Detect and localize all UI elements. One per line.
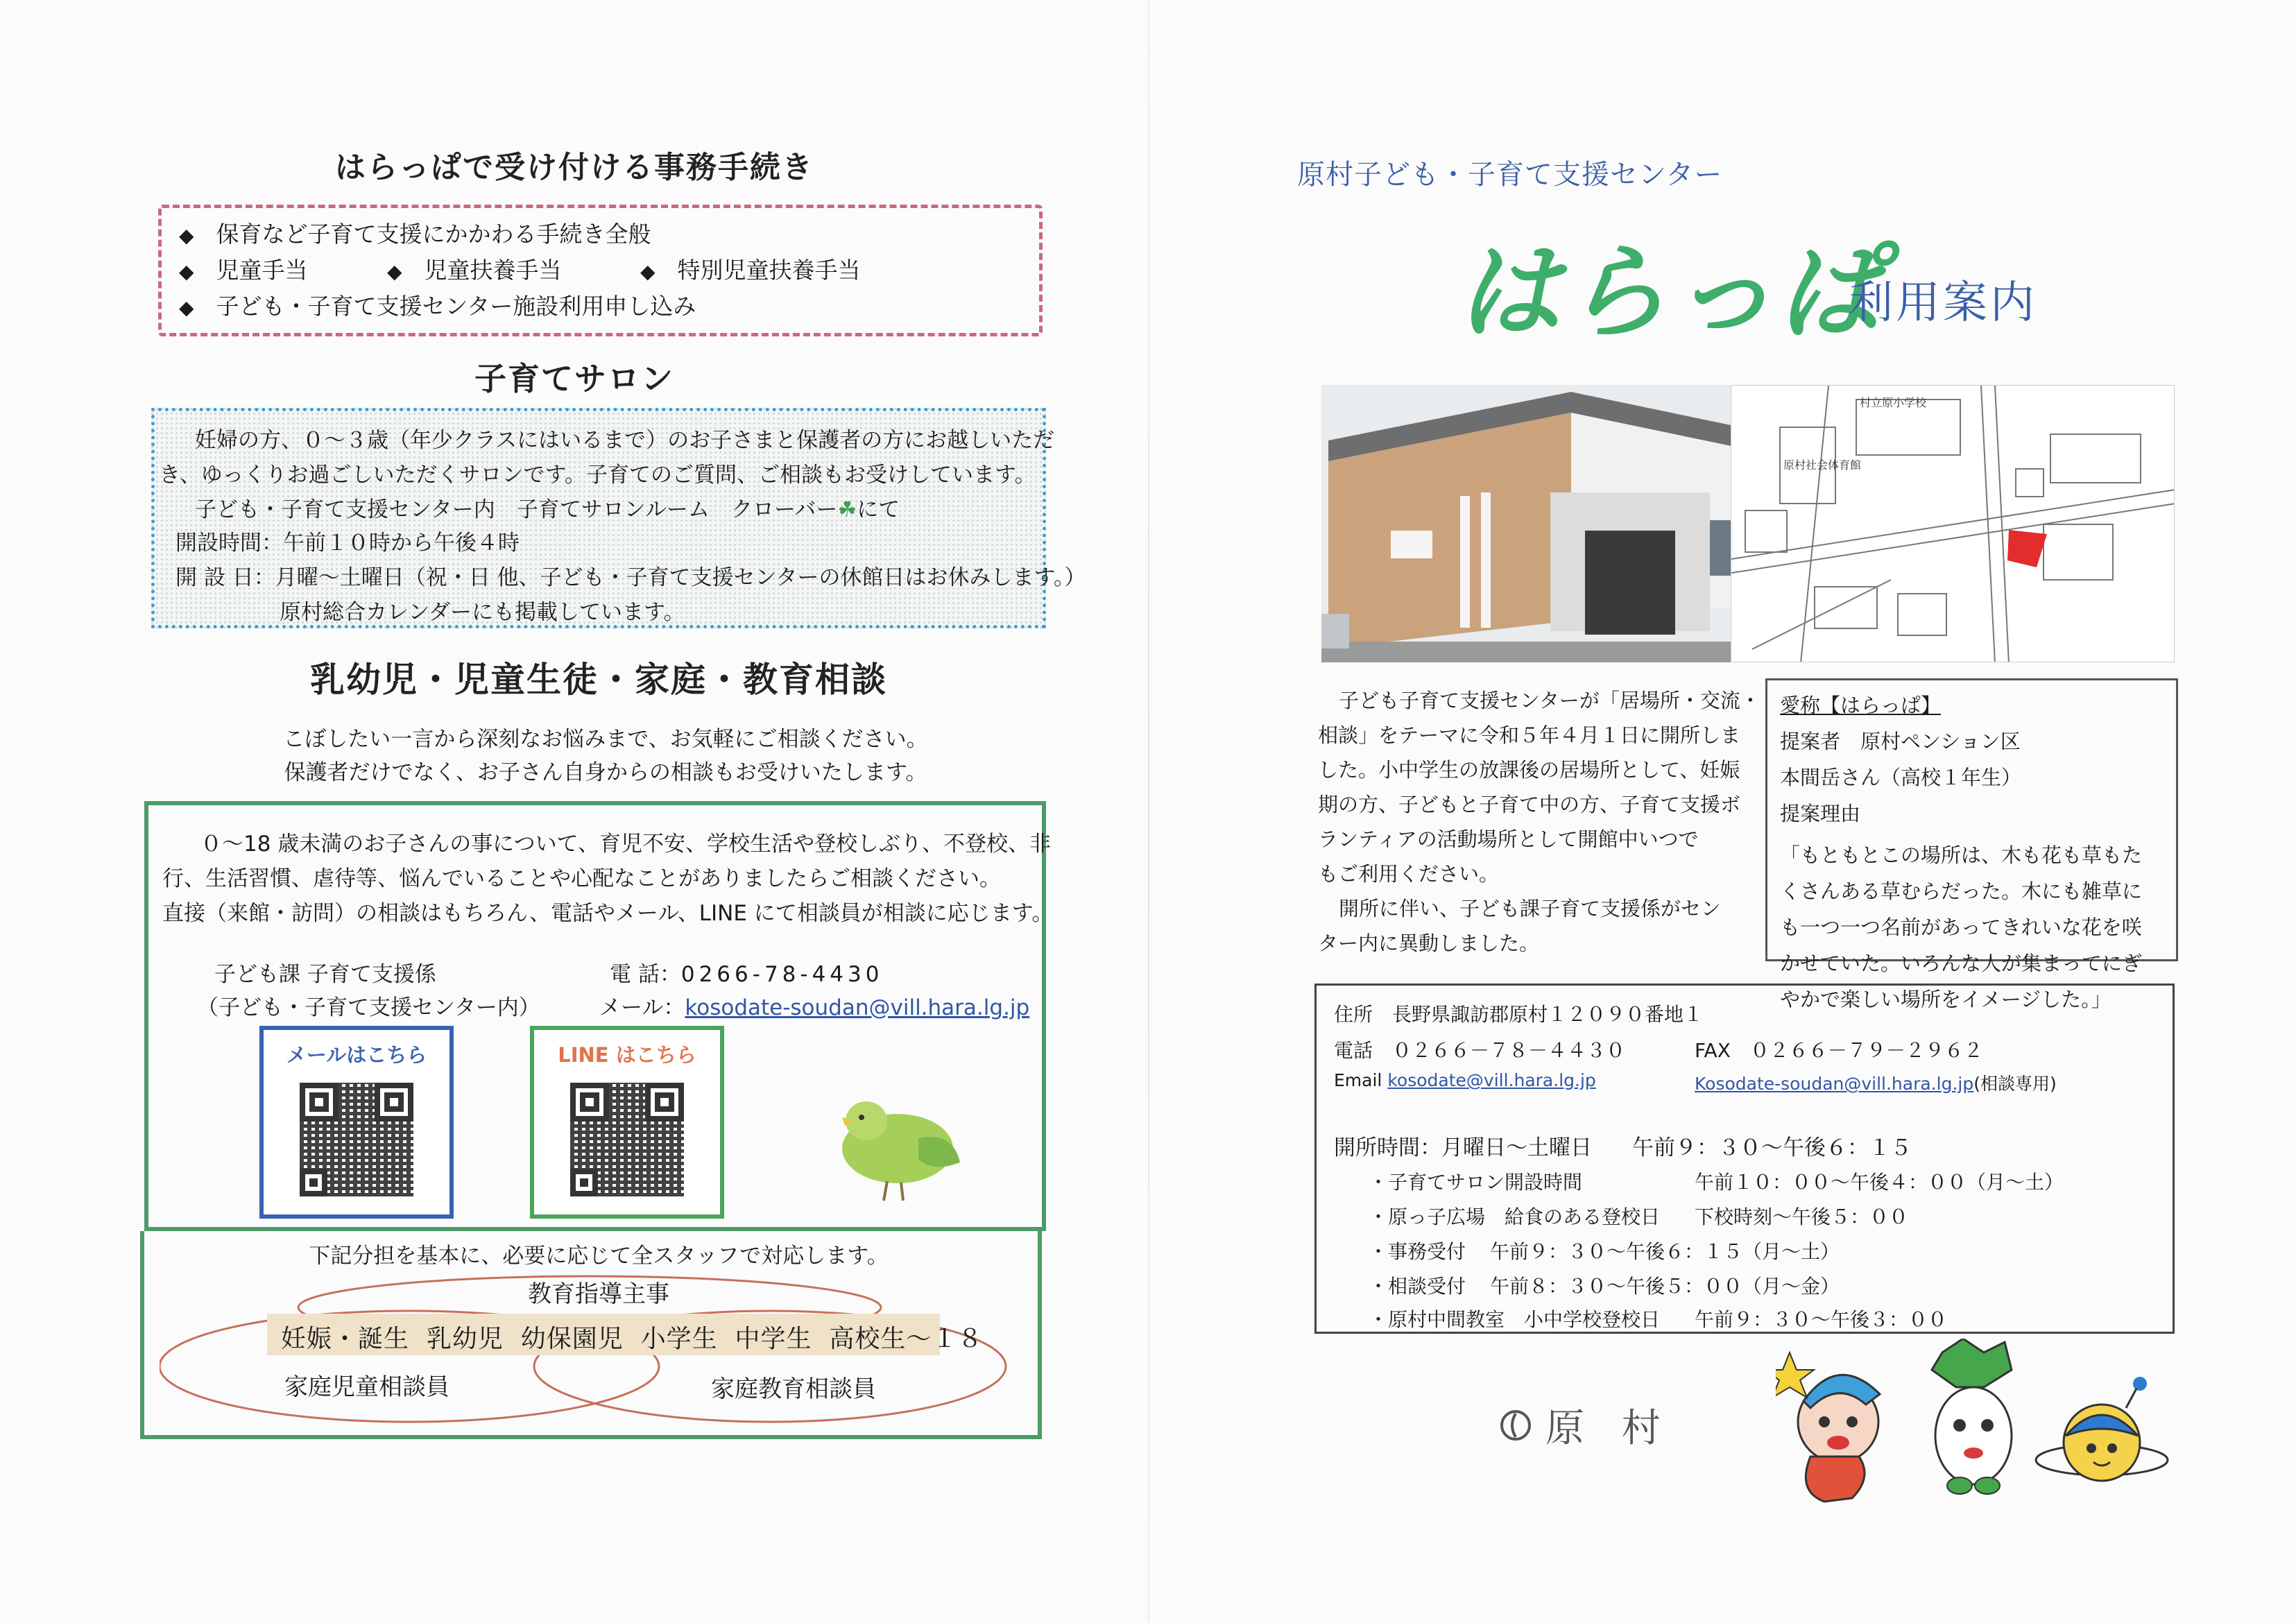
consult-mail-link[interactable]: kosodate-soudan@vill.hara.lg.jp: [685, 995, 1030, 1020]
schedule-item-name: ・相談受付: [1369, 1275, 1466, 1298]
consult-tel: 電 話：0266-78-4430: [610, 962, 884, 987]
map-label-school: 村立原小学校: [1860, 396, 1927, 409]
consult-lead: こぼしたい一言から深刻なお悩みまで、お気軽にご相談ください。: [283, 727, 928, 752]
mascot-center: [1932, 1339, 2012, 1494]
nickname-proposer-name: 本間岳さん（高校１年生）: [1780, 766, 2022, 789]
consult-text: 直接（来館・訪問）の相談はもちろん、電話やメール、LINE にて相談員が相談に応じます。: [162, 901, 1054, 926]
opening-days: 開所時間：月曜日～土曜日: [1334, 1135, 1592, 1160]
mascot-left: [1776, 1352, 1880, 1502]
procedure-item: ◆ 児童扶養手当: [387, 257, 562, 284]
mascot-right: [2036, 1377, 2168, 1481]
center-intro: 子ども子育て支援センターが「居場所・交流・ 相談」をテーマに令和５年４月１日に開所しま した。小中学生の放課後の居場所として、妊娠 期の方、子どもと子育て中の方、子育て支援ボ ランティアの活動場所として開館中いつで もご利用ください。 開所に伴い、子ども課子育て支援係がセン ター内に異動しました。: [1318, 689, 1760, 955]
contact-info-box: [1314, 984, 2175, 1334]
salon-hours: 開設時間：午前１０時から午後４時: [175, 531, 520, 556]
line-qr-label: LINE はこちら: [558, 1043, 696, 1067]
salon-calendar-note: 原村総合カレンダーにも掲載しています。: [280, 600, 685, 625]
center-title-sub: 利用案内: [1849, 277, 2037, 329]
procedure-item: ◆ 子ども・子育て支援センター施設利用申し込み: [179, 293, 696, 320]
map-label-gym: 原村社会体育館: [1783, 458, 1862, 472]
salon-text: 妊婦の方、０～３歳（年少クラスにはいるまで）のお子さまと保護者の方にお越しいただ: [195, 428, 1055, 453]
procedures-box: [158, 205, 1043, 336]
fax: FAX ０２６６－７９－２９６２: [1695, 1039, 1983, 1062]
mail-qr-code[interactable]: [300, 1083, 413, 1196]
email-link[interactable]: kosodate@vill.hara.lg.jp: [1387, 1070, 1596, 1090]
salon-place: 子ども・子育て支援センター内 子育てサロンルーム クローバー☘にて: [195, 497, 900, 522]
consult-box: [144, 801, 1054, 1231]
salon-days: 開 設 日：月曜～土曜日（祝・日 他、子ども・子育て支援センターの休館日はお休みします。）: [175, 565, 1086, 590]
nickname-heading: 愛称【はらっぱ】: [1780, 694, 1942, 717]
mail-qr-card[interactable]: [259, 1026, 454, 1219]
center-subtitle: 原村子ども・子育て支援センター: [1297, 159, 1723, 191]
procedure-item: ◆ 特別児童扶養手当: [640, 257, 861, 284]
procedures-title: はらっぱで受け付ける事務手続き: [335, 150, 814, 185]
schedule-item-value: 午前９：３０～午後６：１５（月～土）: [1490, 1240, 1840, 1263]
mascot-characters: [1776, 1339, 2178, 1512]
clover-icon: ☘: [837, 497, 857, 522]
building-photo: [1321, 385, 1738, 662]
staff-note: 下記分担を基本に、必要に応じて全スタッフで対応します。: [309, 1244, 889, 1269]
schedule-item-name: ・事務受付: [1369, 1240, 1466, 1263]
village-logo: [1498, 1398, 1673, 1453]
salon-title: 子育てサロン: [474, 360, 674, 397]
nickname-reason: 「もともとこの場所は、木も花も草もた くさんある草むらだった。木にも雑草に も一つ一つ名前があってきれいな花を咲 かせていた。いろんな人が集まってにぎ やかで楽しい場所をイメージした。」: [1780, 843, 2143, 1011]
email: Email kosodate@vill.hara.lg.jp: [1334, 1070, 1596, 1090]
village-emblem-icon: [1498, 1408, 1533, 1443]
role-family-child: 家庭児童相談員: [284, 1373, 449, 1401]
consult-dept-sub: （子ども・子育て支援センター内）: [197, 995, 540, 1020]
center-title: はらっぱ: [1457, 232, 1885, 353]
salon-text: き、ゆっくりお過ごしいただくサロンです。子育てのご質問、ご相談もお受けしています。: [159, 463, 1036, 488]
schedule-item-value: 下校時刻～午後５：００: [1695, 1205, 1909, 1228]
role-family-education: 家庭教育相談員: [711, 1375, 876, 1403]
schedule-item-value: 午前８：３０～午後５：００（月～金）: [1490, 1275, 1840, 1298]
nickname-box: [1765, 678, 2178, 1011]
page-fold: [1148, 0, 1149, 1623]
schedule-item-value: 午前１０：００～午後４：００（月～土）: [1695, 1171, 2064, 1194]
nickname-reason-label: 提案理由: [1780, 802, 1861, 825]
mail-qr-label: メールはこちら: [286, 1043, 427, 1067]
location-map: [1731, 385, 2175, 662]
schedule-item-name: ・原村中間教室 小中学校登校日: [1369, 1308, 1661, 1331]
line-qr-card[interactable]: [530, 1026, 724, 1219]
consult-email: Kosodate-soudan@vill.hara.lg.jp(相談専用): [1695, 1074, 2057, 1094]
bird-illustration: [814, 1090, 967, 1208]
village-name: 原 村: [1545, 1406, 1673, 1451]
consult-email-link[interactable]: Kosodate-soudan@vill.hara.lg.jp: [1695, 1074, 1974, 1094]
procedure-item: ◆ 児童手当: [179, 257, 308, 284]
schedule-item-name: ・子育てサロン開設時間: [1369, 1171, 1583, 1194]
role-education-director: 教育指導主事: [528, 1280, 669, 1308]
procedure-item: ◆ 保育など子育て支援にかかわる手続き全般: [179, 221, 651, 248]
consult-text: ０～18 歳未満のお子さんの事について、育児不安、学校生活や登校しぶり、不登校、非: [200, 832, 1052, 857]
address: 住所 長野県諏訪郡原村１２０９０番地１: [1334, 1003, 1704, 1026]
schedule-item-value: 午前９：３０～午後３：００: [1695, 1308, 1948, 1331]
age-range-bar: 妊娠・誕生 乳幼児 幼保園児 小学生 中学生 高校生～１８: [281, 1325, 984, 1353]
line-qr-code[interactable]: [570, 1083, 684, 1196]
salon-box: [151, 408, 1086, 628]
consult-text: 行、生活習慣、虐待等、悩んでいることや心配なことがありましたらご相談ください。: [162, 866, 1001, 891]
consult-lead: 保護者だけでなく、お子さん自身からの相談もお受けいたします。: [284, 760, 927, 785]
consult-title: 乳幼児・児童生徒・家庭・教育相談: [310, 660, 887, 700]
tel: 電話 ０２６６－７８－４４３０: [1334, 1039, 1626, 1062]
consult-dept: 子ども課 子育て支援係: [214, 962, 436, 987]
schedule-item-name: ・原っ子広場 給食のある登校日: [1369, 1205, 1661, 1228]
opening-hours: 午前９：３０～午後６：１５: [1632, 1135, 1912, 1160]
nickname-proposer: 提案者 原村ペンション区: [1780, 730, 2021, 753]
consult-mail: メール：kosodate-soudan@vill.hara.lg.jp: [599, 995, 1030, 1020]
